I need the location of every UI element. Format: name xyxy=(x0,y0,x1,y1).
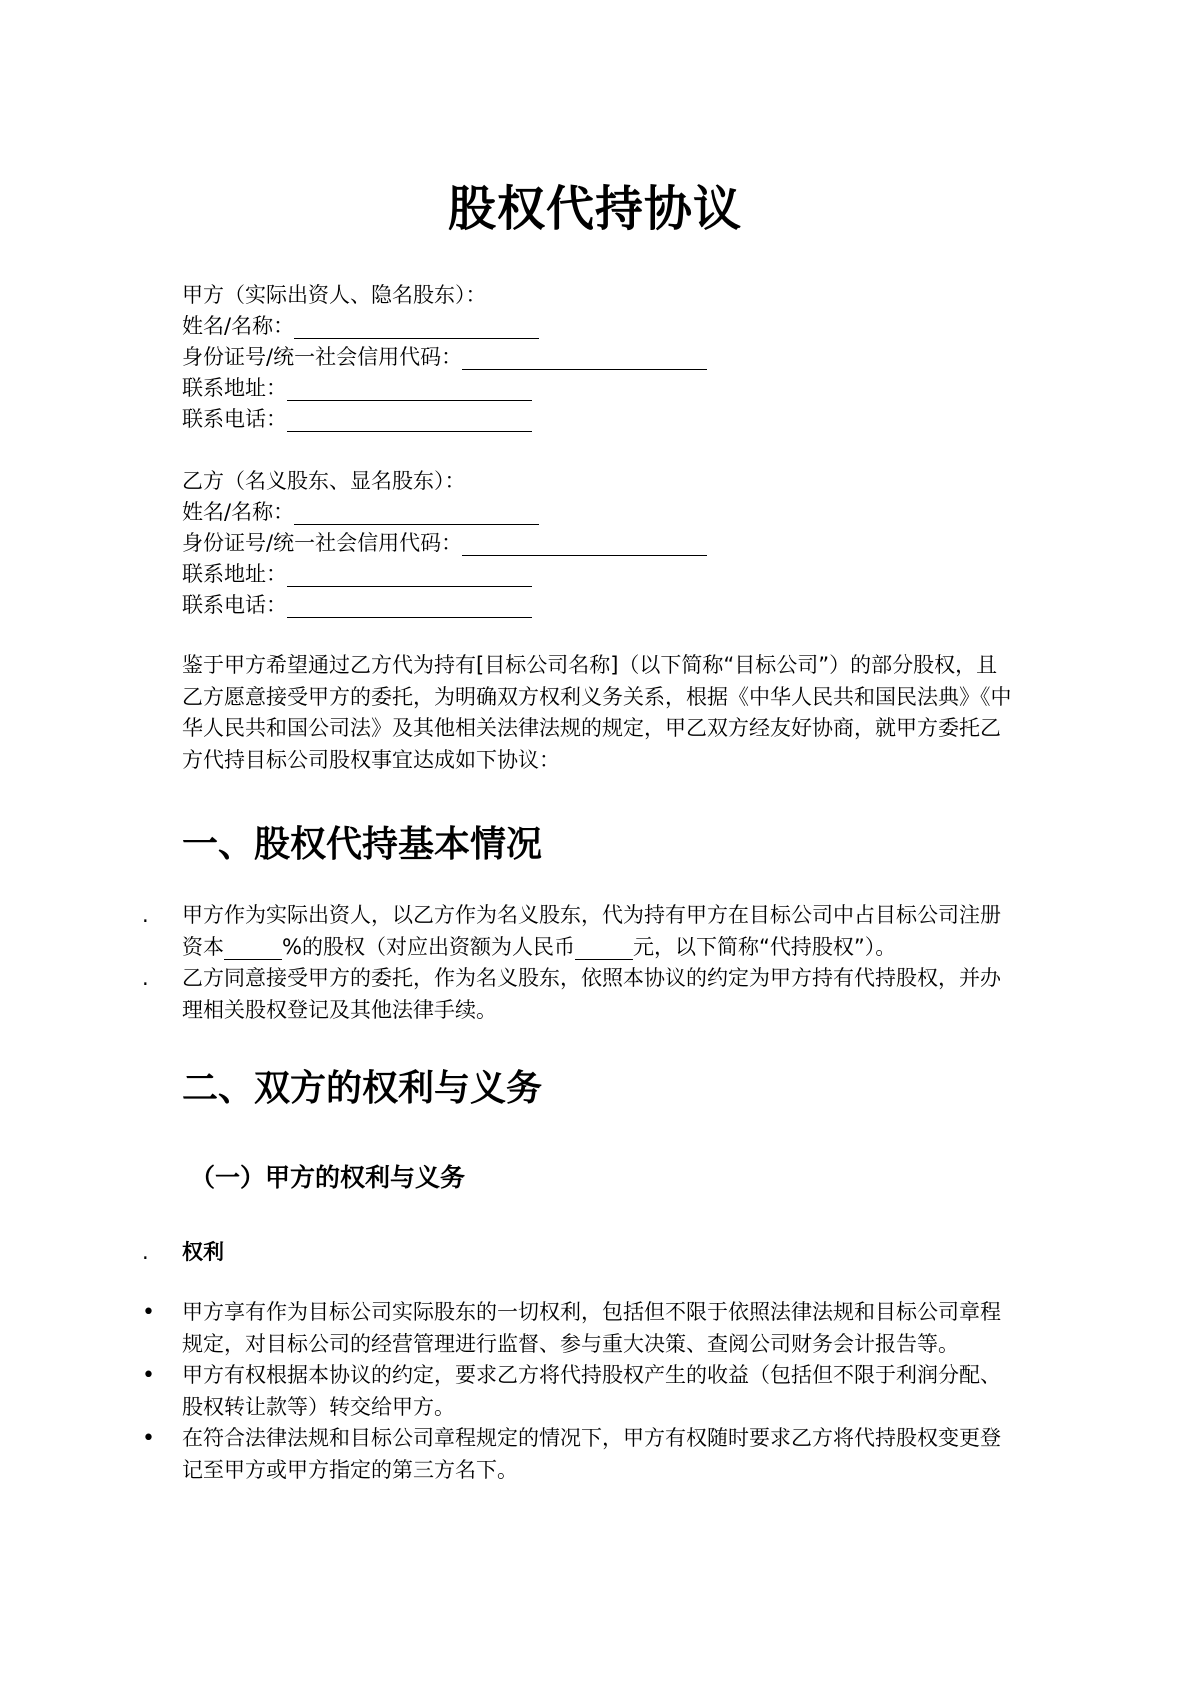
list-marker: . xyxy=(142,903,149,927)
rights-label: 权利 xyxy=(182,1240,224,1264)
party-a-id-line xyxy=(182,342,1002,373)
party-a-phone-label: 联系电话： xyxy=(182,407,287,431)
list-item xyxy=(142,1423,1012,1486)
party-b-address-line xyxy=(182,559,1002,590)
party-a-name-line xyxy=(182,311,1002,342)
party-b-block xyxy=(182,466,1002,621)
section-1-list xyxy=(142,900,1012,1026)
rights-item-text: 甲方享有作为目标公司实际股东的一切权利，包括但不限于依照法律法规和目标公司章程规定，对目标公司的经营管理进行监督、参与重大决策、查阅公司财务会计报告等。 xyxy=(182,1300,1001,1356)
party-b-heading: 乙方（名义股东、显名股东）： xyxy=(182,469,466,493)
item-1-text-part2: %的股权（对应出资额为人民币 xyxy=(282,934,575,959)
party-b-address-label: 联系地址： xyxy=(182,562,287,586)
rights-list xyxy=(142,1297,1012,1486)
party-b-phone-blank xyxy=(287,595,532,618)
share-percent-blank xyxy=(224,937,282,960)
party-a-id-blank xyxy=(462,347,707,370)
list-item xyxy=(142,963,1012,1026)
party-a-name-label: 姓名/名称： xyxy=(182,314,295,338)
party-b-name-blank xyxy=(294,502,539,525)
party-b-name-line xyxy=(182,497,1002,528)
capital-amount-blank xyxy=(575,937,633,960)
party-b-name-label: 姓名/名称： xyxy=(182,500,295,524)
list-item xyxy=(142,1360,1012,1423)
list-marker: . xyxy=(142,1240,149,1264)
bullet-icon: • xyxy=(142,1363,155,1388)
party-a-address-line xyxy=(182,373,1002,404)
party-a-phone-line xyxy=(182,404,1002,435)
party-a-id-label: 身份证号/统一社会信用代码： xyxy=(182,345,463,369)
item-1-text-part1: 甲方作为实际出资人，以乙方作为名义股东，代为持有甲方在目标公司中占目标公司注册资本 xyxy=(182,903,1001,959)
party-a-name-blank xyxy=(294,316,539,339)
item-2-text: 乙方同意接受甲方的委托，作为名义股东，依照本协议的约定为甲方持有代持股权，并办理相关股权登记及其他法律手续。 xyxy=(182,966,1001,1022)
party-a-address-label: 联系地址： xyxy=(182,376,287,400)
party-a-phone-blank xyxy=(287,409,532,432)
party-b-id-label: 身份证号/统一社会信用代码： xyxy=(182,531,463,555)
rights-item-text: 甲方有权根据本协议的约定，要求乙方将代持股权产生的收益（包括但不限于利润分配、股权转让款等）转交给甲方。 xyxy=(182,1363,1001,1419)
rights-item-text: 在符合法律法规和目标公司章程规定的情况下，甲方有权随时要求乙方将代持股权变更登记至甲方或甲方指定的第三方名下。 xyxy=(182,1426,1001,1482)
section-2-heading: 二、双方的权利与义务 xyxy=(182,1068,543,1109)
list-item xyxy=(142,900,1012,963)
preamble-paragraph: 鉴于甲方希望通过乙方代为持有[目标公司名称]（以下简称“目标公司”）的部分股权，且乙方愿意接受甲方的委托，为明确双方权利义务关系，根据《中华人民共和国民法典》《中华人民共和国公司法》及其他相关法律法规的规定，甲乙双方经友好协商，就甲方委托乙方代持目标公司股权事宜达成如下协议： xyxy=(182,653,1012,772)
party-a-block xyxy=(182,280,1002,435)
party-b-phone-label: 联系电话： xyxy=(182,593,287,617)
document-title: 股权代持协议 xyxy=(447,181,742,237)
item-1-text-part3: 元，以下简称“代持股权”）。 xyxy=(632,934,897,959)
party-b-id-blank xyxy=(462,533,707,556)
party-a-heading: 甲方（实际出资人、隐名股东）： xyxy=(182,283,487,307)
party-b-id-line xyxy=(182,528,1002,559)
bullet-icon: • xyxy=(142,1300,155,1325)
section-1-heading: 一、股权代持基本情况 xyxy=(182,824,543,865)
party-b-phone-line xyxy=(182,590,1002,621)
list-item xyxy=(142,1297,1012,1360)
party-b-address-blank xyxy=(287,564,532,587)
list-marker: . xyxy=(142,966,149,990)
bullet-icon: • xyxy=(142,1426,155,1451)
subsection-heading: （一）甲方的权利与义务 xyxy=(190,1163,466,1192)
party-a-address-blank xyxy=(287,378,532,401)
